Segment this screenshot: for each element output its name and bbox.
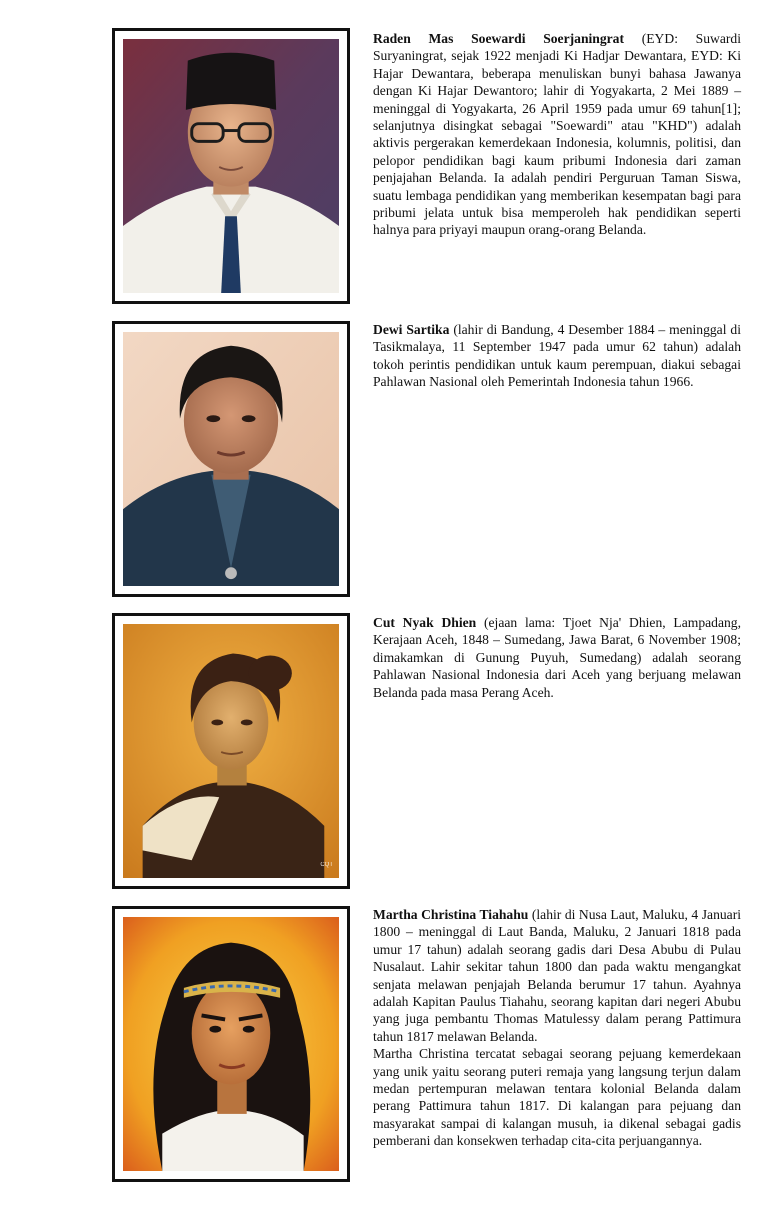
hero-description xyxy=(373,30,741,239)
hero-paragraph: Dewi Sartika (lahir di Bandung, 4 Desember 1884 – meninggal di Tasikmalaya, 11 September 1947 pada umur 62 tahun) adalah tokoh perintis pendidikan untuk kaum perempuan, diakui sebagai Pahlawan Nasional oleh Pemerintah Indonesia tahun 1966. xyxy=(373,322,741,390)
portrait-frame xyxy=(112,613,350,889)
portrait-frame xyxy=(112,906,350,1182)
hero-description xyxy=(373,614,741,701)
hero-name: Dewi Sartika xyxy=(373,322,450,337)
watermark: CQT xyxy=(320,862,333,868)
hero-description xyxy=(373,321,741,391)
hero-description xyxy=(373,906,741,1150)
hero-paragraph: Martha Christina Tiahahu (lahir di Nusa Laut, Maluku, 4 Januari 1800 – meninggal di Laut Banda, Maluku, 2 Januari 1818 pada umur 17 tahun) adalah seorang gadis dari Desa Abubu di Pulau Nusalaut. Lahir sekitar tahun 1800 dan pada waktu mengangkat senjata melawan penjajah Belanda berumur 17 tahun. Ayahnya adalah Kapitan Paulus Tiahahu, seorang kapitan dari negeri Abubu yang juga pembantu Thomas Matulessy dalam perang Pattimura tahun 1817 melawan Belanda. xyxy=(373,907,741,1044)
hero-name: Martha Christina Tiahahu xyxy=(373,907,529,922)
portrait-woman-sepia-icon xyxy=(123,624,339,878)
portrait-woman-headband-icon xyxy=(123,917,339,1171)
hero-paragraph: Martha Christina tercatat sebagai seorang pejuang kemerdekaan yang unik yaitu seorang puteri remaja yang langsung terjun dalam medan pertempuran melawan tentara kolonial Belanda dalam perang Pattimura tahun 1817. Di kalangan para pejuang dan masyarakat sampai di kalangan musuh, ia dikenal sebagai gadis pemberani dan konsekwen terhadap cita-cita perjuangannya. xyxy=(373,1046,741,1149)
portrait-man-peci-glasses-icon xyxy=(123,39,339,293)
portrait-frame xyxy=(112,321,350,597)
hero-name: Raden Mas Soewardi Soerjaningrat xyxy=(373,31,625,46)
hero-paragraph: Cut Nyak Dhien (ejaan lama: Tjoet Nja' Dhien, Lampadang, Kerajaan Aceh, 1848 – Sumedang, Jawa Barat, 6 November 1908; dimakamkan di Gunung Puyuh, Sumedang) adalah seorang Pahlawan Nasional Indonesia dari Aceh yang berjuang melawan Belanda pada masa Perang Aceh. xyxy=(373,615,741,700)
portrait-frame xyxy=(112,28,350,304)
portrait-woman-dark-kebaya-icon xyxy=(123,332,339,586)
hero-paragraph: Raden Mas Soewardi Soerjaningrat (EYD: Suwardi Suryaningrat, sejak 1922 menjadi Ki Hadjar Dewantara, EYD: Ki Hajar Dewantara, beberapa menuliskan bunyi bahasa Jawanya dengan Ki Hajar Dewantoro; lahir di Yogyakarta, 2 Mei 1889 – meninggal di Yogyakarta, 26 April 1959 pada umur 69 tahun[1]; selanjutnya disingkat sebagai "Soewardi" atau "KHD") adalah aktivis pergerakan kemerdekaan Indonesia, kolumnis, politisi, dan pelopor pendidikan bagi kaum pribumi Indonesia dari zaman penjajahan Belanda. Ia adalah pendiri Perguruan Taman Siswa, suatu lembaga pendidikan yang memberikan kesempatan bagi para pribumi jelata untuk bisa memperoleh hak pendidikan seperti halnya para priyayi maupun orang-orang Belanda. xyxy=(373,31,741,238)
hero-name: Cut Nyak Dhien xyxy=(373,615,477,630)
